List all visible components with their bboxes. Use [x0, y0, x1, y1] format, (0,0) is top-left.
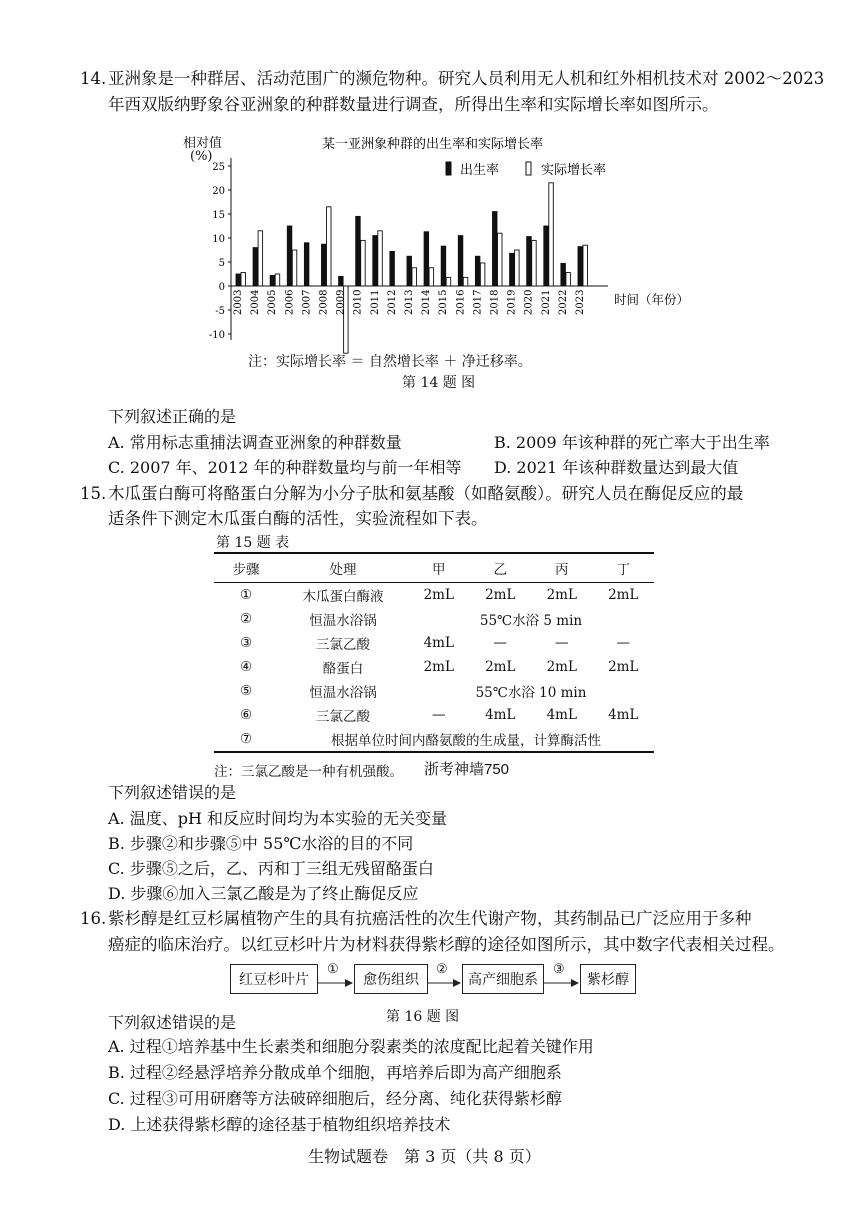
flow-label: 高产细胞系 [468, 972, 538, 988]
legend-growth-rate-label: 实际增长率 [541, 163, 607, 178]
x-tick-label: 2015 [438, 289, 450, 315]
table-cell: — [555, 635, 569, 651]
y-tick-label: -5 [215, 306, 225, 317]
table-cell: 2mL [546, 587, 577, 603]
q14-option-a[interactable]: A. 常用标志重捕法调查亚洲象的种群数量 [108, 433, 402, 452]
table-cell: 2mL [546, 659, 577, 675]
q14-option-b[interactable]: B. 2009 年该种群的死亡率大于出生率 [494, 433, 770, 452]
chart-ylabel-line1: 相对值 [183, 136, 223, 151]
table-cell: ⑥ [239, 707, 253, 723]
q15-prompt: 下列叙述错误的是 [108, 783, 237, 802]
table-cell: 2mL [608, 659, 639, 675]
x-tick-label: 2020 [523, 289, 535, 315]
table-cell: 三氯乙酸 [316, 637, 370, 653]
q16-option-d[interactable]: D. 上述获得紫杉醇的途径基于植物组织培养技术 [108, 1115, 451, 1134]
chart-note: 注：实际增长率 ＝ 自然增长率 ＋ 净迁移率。 [248, 354, 532, 370]
table-cell: 木瓜蛋白酶液 [302, 589, 384, 605]
legend-birth-rate-label: 出生率 [460, 163, 500, 178]
x-tick-label: 2007 [301, 289, 313, 315]
y-tick-label: 0 [218, 282, 225, 293]
table-header: 甲 [408, 553, 470, 583]
table-header: 乙 [470, 553, 532, 583]
table-cell: 4mL [485, 707, 516, 723]
x-tick-label: 2009 [335, 289, 347, 315]
x-tick-label: 2016 [455, 289, 467, 315]
x-tick-label: 2014 [421, 289, 433, 315]
x-tick-label: 2004 [250, 289, 262, 315]
x-tick-label: 2022 [557, 289, 569, 315]
table-cell: 55℃水浴 10 min [475, 685, 587, 701]
table-cell: ② [239, 611, 253, 627]
y-tick-label: 10 [212, 234, 225, 245]
q14-number: 14. [80, 69, 107, 88]
q15-stem-line1: 木瓜蛋白酶可将酪蛋白分解为小分子肽和氨基酸（如酪氨酸）。研究人员在酶促反应的最 [108, 484, 744, 503]
flow-step-1: ① [327, 962, 339, 977]
q15-number: 15. [80, 484, 107, 503]
y-tick-label: -10 [208, 330, 225, 341]
flow-label: 红豆杉叶片 [239, 972, 309, 988]
q16-figure-caption: 第 16 题 图 [386, 1009, 460, 1025]
flow-label: 愈伤组织 [363, 972, 419, 988]
table-cell: 2mL [485, 659, 516, 675]
x-tick-label: 2018 [489, 289, 501, 315]
chart-xlabel: 时间（年份） [614, 292, 690, 307]
flow-label: 紫杉醇 [587, 972, 629, 988]
x-tick-label: 2012 [386, 289, 398, 315]
table-cell: 2mL [485, 587, 516, 603]
x-tick-label: 2008 [318, 289, 330, 315]
table-cell: 4mL [423, 635, 454, 651]
q14-figure-caption: 第 14 题 图 [402, 375, 476, 391]
x-tick-label: 2021 [540, 289, 552, 315]
q15-option-c[interactable]: C. 步骤⑤之后，乙、丙和丁三组无残留酪蛋白 [108, 859, 434, 878]
flow-step-3: ③ [553, 962, 565, 977]
q16-number: 16. [80, 909, 107, 928]
q14-prompt: 下列叙述正确的是 [108, 407, 237, 426]
q16-option-b[interactable]: B. 过程②经悬浮培养分散成单个细胞，再培养后即为高产细胞系 [108, 1063, 562, 1082]
table-cell: ④ [239, 659, 253, 675]
table-header: 处理 [278, 553, 408, 583]
table-cell: ⑦ [214, 727, 278, 752]
x-tick-label: 2013 [404, 289, 415, 315]
table-cell: 2mL [423, 587, 454, 603]
table-cell: ⑤ [239, 683, 253, 699]
x-tick-label: 2003 [233, 289, 244, 315]
table-cell: — [493, 635, 507, 651]
flow-step-2: ② [436, 962, 448, 977]
q15-table-caption: 第 15 题 表 [216, 535, 290, 551]
x-tick-label: 2019 [506, 289, 518, 315]
watermark-text: 浙考神墙750 [424, 761, 510, 778]
table-cell: 2mL [608, 587, 639, 603]
x-tick-label: 2005 [267, 289, 279, 315]
q14-option-d[interactable]: D. 2021 年该种群数量达到最大值 [494, 458, 739, 477]
table-cell: 55℃水浴 5 min [479, 613, 583, 629]
table-cell: 根据单位时间内酪氨酸的生成量，计算酶活性 [278, 727, 654, 752]
chart-ylabel-line2: (%) [190, 149, 213, 164]
table-cell: 酪蛋白 [322, 661, 364, 677]
q14-stem-line2: 年西双版纳野象谷亚洲象的种群数量进行调查，所得出生率和实际增长率如图所示。 [108, 95, 719, 114]
q16-stem-line1: 紫杉醇是红豆杉属植物产生的具有抗癌活性的次生代谢产物，其药制品已广泛应用于多种 [108, 909, 752, 928]
q16-option-c[interactable]: C. 过程③可用研磨等方法破碎细胞后，经分离、纯化获得紫杉醇 [108, 1089, 562, 1108]
x-tick-label: 2010 [352, 289, 364, 315]
y-tick-label: 5 [218, 258, 225, 269]
table-header: 步骤 [214, 553, 278, 583]
x-tick-label: 2017 [472, 289, 484, 315]
q14-stem-line1: 亚洲象是一种群居、活动范围广的濒危物种。研究人员利用无人机和红外相机技术对 2002～2023 [108, 69, 825, 88]
chart-title: 某一亚洲象种群的出生率和实际增长率 [322, 137, 544, 152]
table-header: 丁 [593, 553, 655, 583]
table-cell: 恒温水浴锅 [309, 613, 377, 629]
q15-stem-line2: 适条件下测定木瓜蛋白酶的活性，实验流程如下表。 [108, 509, 488, 528]
table-cell: — [432, 707, 446, 723]
table-cell: 2mL [423, 659, 454, 675]
q15-option-d[interactable]: D. 步骤⑥加入三氯乙酸是为了终止酶促反应 [108, 884, 419, 903]
q16-option-a[interactable]: A. 过程①培养基中生长素类和细胞分裂素类的浓度配比起着关键作用 [108, 1037, 594, 1056]
x-tick-label: 2011 [369, 289, 381, 315]
page-footer: 生物试题卷 第 3 页（共 8 页） [308, 1147, 541, 1166]
q15-option-b[interactable]: B. 步骤②和步骤⑤中 55℃水浴的目的不同 [108, 834, 414, 853]
y-tick-label: 20 [212, 186, 225, 197]
table-cell: 恒温水浴锅 [309, 685, 377, 701]
q16-prompt: 下列叙述错误的是 [108, 1013, 237, 1032]
table-cell: ① [239, 587, 253, 603]
table-header: 丙 [531, 553, 593, 583]
table-cell: 4mL [546, 707, 577, 723]
table-cell: 4mL [608, 707, 639, 723]
table-cell: 三氯乙酸 [316, 709, 370, 725]
q14-option-c[interactable]: C. 2007 年、2012 年的种群数量均与前一年相等 [108, 458, 462, 477]
table-cell: ③ [239, 635, 253, 651]
q15-option-a[interactable]: A. 温度、pH 和反应时间均为本实验的无关变量 [108, 809, 448, 828]
q15-table-note: 注：三氯乙酸是一种有机强酸。 [214, 764, 403, 780]
y-tick-label: 25 [212, 162, 225, 173]
q16-stem-line2: 癌症的临床治疗。以红豆杉叶片为材料获得紫杉醇的途径如图所示，其中数字代表相关过程。 [108, 935, 785, 954]
x-tick-label: 2023 [575, 289, 586, 315]
x-tick-label: 2006 [284, 289, 296, 315]
table-cell: — [616, 635, 630, 651]
y-tick-label: 15 [212, 210, 225, 221]
